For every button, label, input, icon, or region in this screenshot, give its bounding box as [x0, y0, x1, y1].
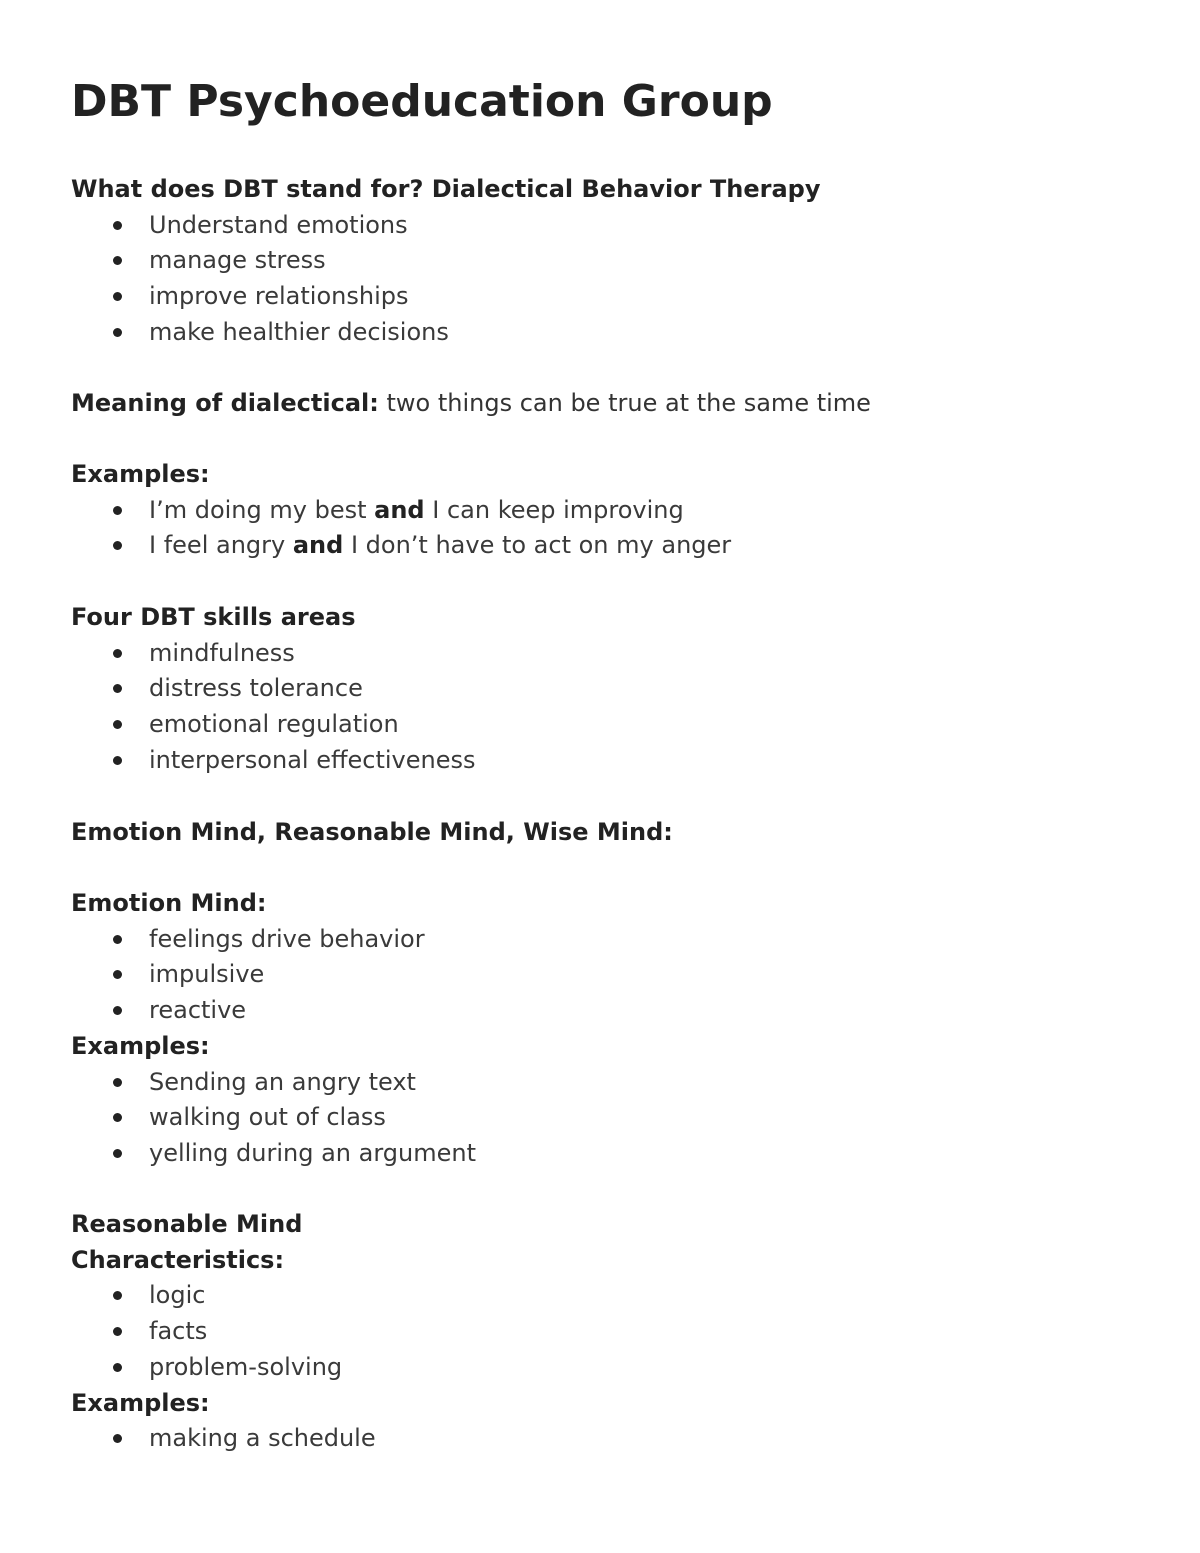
dialectical-meaning-label: Meaning of dialectical:: [71, 389, 379, 417]
dbt-definition-section: [71, 172, 1131, 351]
list-item: I’m doing my best and I can keep improving: [71, 493, 1131, 529]
list-item: mindfulness: [71, 636, 1131, 672]
list-item: facts: [71, 1314, 1131, 1350]
list-item: manage stress: [71, 243, 1131, 279]
bullet-icon: [113, 756, 122, 765]
list-item: distress tolerance: [71, 671, 1131, 707]
bullet-icon: [113, 1291, 122, 1300]
dialectical-meaning: [71, 386, 1131, 422]
reasonable-mind-heading: Reasonable Mind: [71, 1210, 303, 1238]
list-item: Understand emotions: [71, 208, 1131, 244]
bullet-icon: [113, 256, 122, 265]
reasonable-mind-characteristics-list: [71, 1278, 1131, 1385]
skills-section: [71, 600, 1131, 779]
bullet-icon: [113, 292, 122, 301]
bullet-icon: [113, 649, 122, 658]
reasonable-mind-examples-list: [71, 1421, 1131, 1457]
list-item: problem-solving: [71, 1350, 1131, 1386]
bullet-icon: [113, 1327, 122, 1336]
dialectical-meaning-text: two things can be true at the same time: [378, 389, 871, 417]
list-item: improve relationships: [71, 279, 1131, 315]
list-item: walking out of class: [71, 1100, 1131, 1136]
emotion-mind-characteristics-list: [71, 922, 1131, 1029]
reasonable-mind-section: [71, 1207, 1131, 1457]
bullet-icon: [113, 1363, 122, 1372]
list-item: make healthier decisions: [71, 315, 1131, 351]
list-item: reactive: [71, 993, 1131, 1029]
bullet-icon: [113, 970, 122, 979]
skills-heading: Four DBT skills areas: [71, 603, 356, 631]
bullet-icon: [113, 1149, 122, 1158]
bullet-icon: [113, 506, 122, 515]
emotion-mind-examples-heading: Examples:: [71, 1031, 210, 1060]
emotion-mind-section: [71, 886, 1131, 1172]
bullet-icon: [113, 684, 122, 693]
minds-heading: Emotion Mind, Reasonable Mind, Wise Mind:: [71, 818, 673, 846]
bullet-icon: [113, 1078, 122, 1087]
bullet-icon: [113, 221, 122, 230]
skills-list: [71, 636, 1131, 779]
list-item: feelings drive behavior: [71, 922, 1131, 958]
dialectic-examples-section: [71, 457, 1131, 564]
bullet-icon: [113, 1113, 122, 1122]
bullet-icon: [113, 1434, 122, 1443]
dialectic-examples-list: [71, 493, 1131, 564]
list-item: interpersonal effectiveness: [71, 743, 1131, 779]
list-item: making a schedule: [71, 1421, 1131, 1457]
bullet-icon: [113, 720, 122, 729]
dbt-goals-list: [71, 208, 1131, 351]
reasonable-mind-examples-heading: Examples:: [71, 1388, 210, 1417]
bullet-icon: [113, 935, 122, 944]
emotion-mind-heading: Emotion Mind:: [71, 889, 267, 917]
list-item: logic: [71, 1278, 1131, 1314]
list-item: yelling during an argument: [71, 1136, 1131, 1172]
dbt-definition-heading: What does DBT stand for? Dialectical Behavior Therapy: [71, 175, 821, 203]
bullet-icon: [113, 1006, 122, 1015]
list-item: Sending an angry text: [71, 1065, 1131, 1101]
page-title: DBT Psychoeducation Group: [71, 76, 773, 127]
list-item: emotional regulation: [71, 707, 1131, 743]
emotion-mind-examples-list: [71, 1065, 1131, 1172]
dialectic-examples-heading: Examples:: [71, 460, 210, 488]
reasonable-mind-characteristics-heading: Characteristics:: [71, 1245, 285, 1274]
bullet-icon: [113, 541, 122, 550]
list-item: impulsive: [71, 957, 1131, 993]
bullet-icon: [113, 328, 122, 337]
dialectical-meaning-section: [71, 386, 1131, 422]
minds-section: [71, 815, 1131, 851]
list-item: I feel angry and I don’t have to act on my anger: [71, 528, 1131, 564]
